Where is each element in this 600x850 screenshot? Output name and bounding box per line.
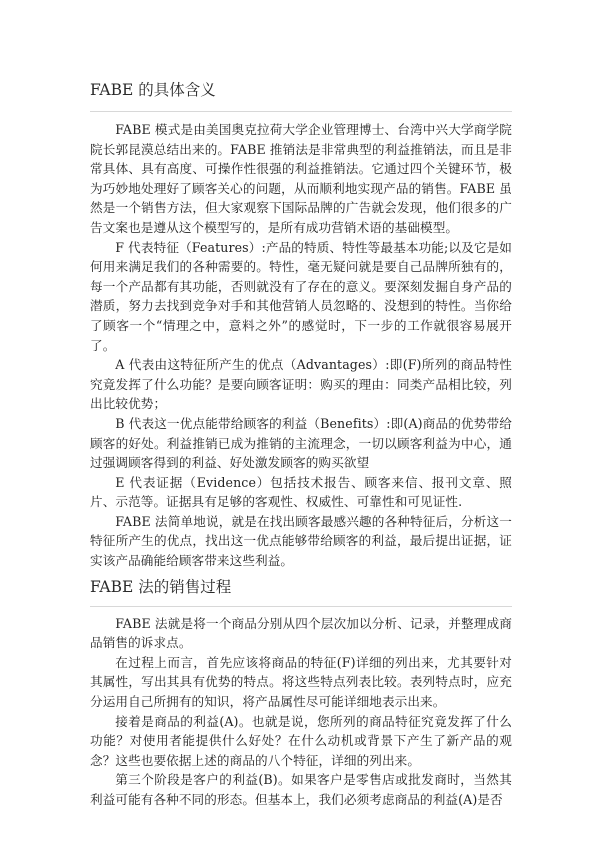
heading-divider	[90, 111, 512, 112]
paragraph: 在过程上而言，首先应该将商品的特征(F)详细的列出来，尤其要针对其属性，写出其具有优势的特点。将这些特点列表比较。表列特点时，应充分运用自己所拥有的知识，将产品属性尽可能详细地表示出来。	[90, 654, 512, 710]
document-page	[90, 78, 512, 810]
section-heading: FABE 法的销售过程	[90, 577, 232, 596]
paragraph: 第三个阶段是客户的利益(B)。如果客户是零售店或批发商时，当然其利益可能有各种不同的形态。但基本上，我们必须考虑商品的利益(A)是否	[90, 772, 512, 807]
section-heading: FABE 的具体含义	[90, 81, 216, 99]
paragraph: E 代表证据（Evidence）包括技术报告、顾客来信、报刊文章、照片、示范等。证据具有足够的客观性、权威性、可靠性和可见证性.	[90, 474, 512, 510]
section-sales-process	[90, 575, 512, 810]
paragraph: A 代表由这特征所产生的优点（Advantages）:即(F)所列的商品特性究竟发挥了什么功能？是要向顾客证明：购买的理由：同类产品相比较，列出比较优势；	[90, 357, 512, 412]
paragraph: FABE 法就是将一个商品分别从四个层次加以分析、记录，并整理成商品销售的诉求点。	[90, 615, 512, 651]
paragraph: FABE 法简单地说，就是在找出顾客最感兴趣的各种特征后，分析这一特征所产生的优点，找出这一优点能够带给顾客的利益，最后提出证据，证实该产品确能给顾客带来这些利益。	[90, 513, 512, 569]
section-fabe-meaning	[90, 78, 512, 571]
paragraph: B 代表这一优点能带给顾客的利益（Benefits）:即(A)商品的优势带给顾客的好处。利益推销已成为推销的主流理念，一切以顾客利益为中心，通过强调顾客得到的利益、好处激发顾客的购买欲望	[90, 415, 512, 471]
paragraph: F 代表特征（Features）:产品的特质、特性等最基本功能;以及它是如何用来满足我们的各种需要的。特性，毫无疑问就是要自己品牌所独有的，每一个产品都有其功能，否则就没有了存在的意义。要深刻发掘自身产品的潜质，努力去找到竞争对手和其他营销人员忽略的、没想到的特性。当你给了顾客一个“情理之中，意料之外”的感觉时，下一步的工作就很容易展开了。	[90, 239, 512, 353]
paragraph: 接着是商品的利益(A)。也就是说，您所列的商品特征究竟发挥了什么功能？对使用者能提供什么好处？在什么动机或背景下产生了新产品的观念？这些也要依据上述的商品的八个特征，详细的列出来。	[90, 713, 512, 768]
heading-divider	[90, 606, 512, 607]
paragraph: FABE 模式是由美国奥克拉荷大学企业管理博士、台湾中兴大学商学院院长郭昆漠总结出来的。FABE 推销法是非常典型的利益推销法，而且是非常具体、具有高度、可操作性很强的利益推销法。它通过四个关键环节，极为巧妙地处理好了顾客关心的问题，从而顺利地实现产品的销售。FABE 虽然是一个销售方法，但大家观察下国际品牌的广告就会发现，他们很多的广告文案也是遵从这个模型写的，是所有成功营销术语的基础模型。	[90, 122, 512, 235]
